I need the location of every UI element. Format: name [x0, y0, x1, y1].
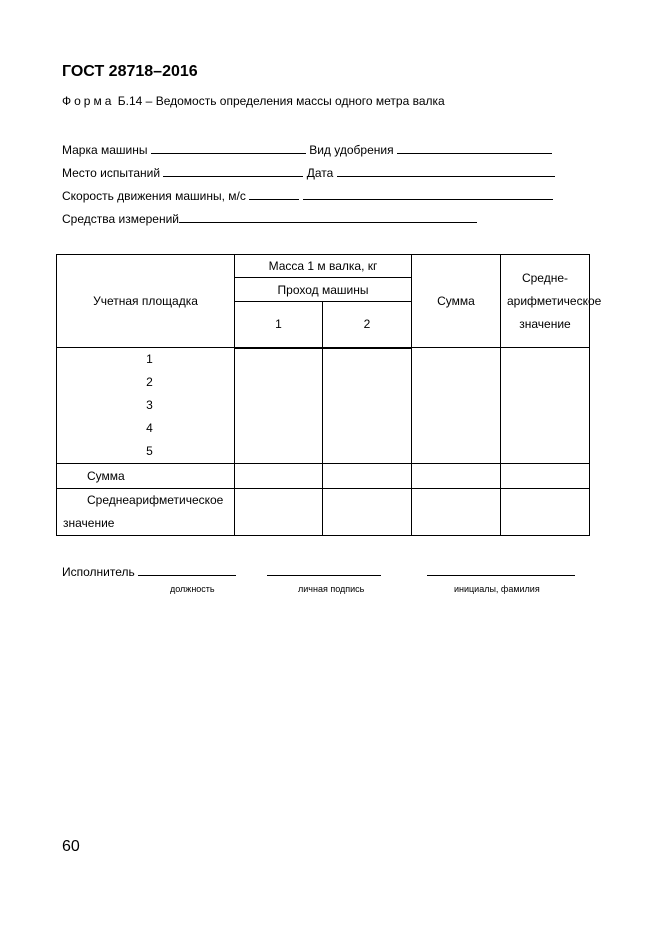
row-numbers-cell [57, 348, 235, 464]
signature-row [62, 563, 575, 579]
header-sum: Сумма [412, 255, 501, 348]
header-mass: Масса 1 м валка, кг [235, 255, 412, 278]
position-caption: должность [170, 584, 215, 594]
data-cell[interactable] [323, 348, 412, 464]
form-name: Ведомость определения массы одного метра валка [155, 94, 445, 108]
row-number: 5 [146, 444, 153, 458]
machine-label: Марка машины [62, 143, 148, 157]
header-pass-1: 1 [235, 302, 323, 348]
date-label: Дата [306, 166, 334, 180]
row-number: 4 [146, 421, 153, 435]
instruments-label: Средства измерений [62, 212, 180, 226]
data-cell[interactable] [501, 489, 590, 536]
field-row-instruments [62, 210, 477, 226]
form-number: Б.14 [117, 94, 143, 108]
data-cell[interactable] [412, 348, 501, 464]
data-cell[interactable] [501, 464, 590, 489]
fertilizer-blank[interactable] [397, 141, 552, 154]
speed-blank-extra[interactable] [303, 187, 553, 200]
data-cell[interactable] [412, 464, 501, 489]
date-blank[interactable] [337, 164, 555, 177]
header-avg: Средне-арифметическое значение [501, 255, 590, 348]
field-row-speed [62, 187, 553, 203]
header-pass: Проход машины [235, 278, 412, 302]
header-pass-2: 2 [323, 302, 412, 348]
data-cell[interactable] [323, 464, 412, 489]
data-cell[interactable] [235, 489, 323, 536]
header-area: Учетная площадка [57, 255, 235, 348]
data-cell[interactable] [501, 348, 590, 464]
row-avg-label: Среднеарифметическое значение [57, 489, 235, 536]
row-number: 2 [146, 375, 153, 389]
field-row-place [62, 164, 555, 180]
field-row-machine [62, 141, 552, 157]
signature-blank[interactable] [267, 563, 381, 576]
standard-title: ГОСТ 28718–2016 [62, 63, 198, 80]
speed-label: Скорость движения машины, м/с [62, 189, 246, 203]
place-label: Место испытаний [62, 166, 161, 180]
data-cell[interactable] [412, 489, 501, 536]
row-numbers [57, 348, 234, 463]
speed-blank[interactable] [249, 187, 299, 200]
row-sum-label: Сумма [57, 464, 235, 489]
page-number: 60 [62, 838, 80, 855]
data-cell[interactable] [323, 489, 412, 536]
instruments-blank[interactable] [179, 210, 477, 223]
form-prefix: Форма [62, 94, 115, 108]
machine-blank[interactable] [151, 141, 306, 154]
place-blank[interactable] [163, 164, 303, 177]
data-cell[interactable] [235, 348, 323, 464]
row-number: 1 [146, 352, 153, 366]
form-dash: – [145, 94, 153, 108]
name-caption: инициалы, фамилия [454, 584, 540, 594]
position-blank[interactable] [138, 563, 236, 576]
form-title [62, 94, 445, 108]
row-number: 3 [146, 398, 153, 412]
data-cell[interactable] [235, 464, 323, 489]
executor-label: Исполнитель [62, 565, 135, 579]
name-blank[interactable] [427, 563, 575, 576]
mass-table [56, 254, 602, 536]
signature-caption: личная подпись [298, 584, 365, 594]
fertilizer-label: Вид удобрения [309, 143, 394, 157]
